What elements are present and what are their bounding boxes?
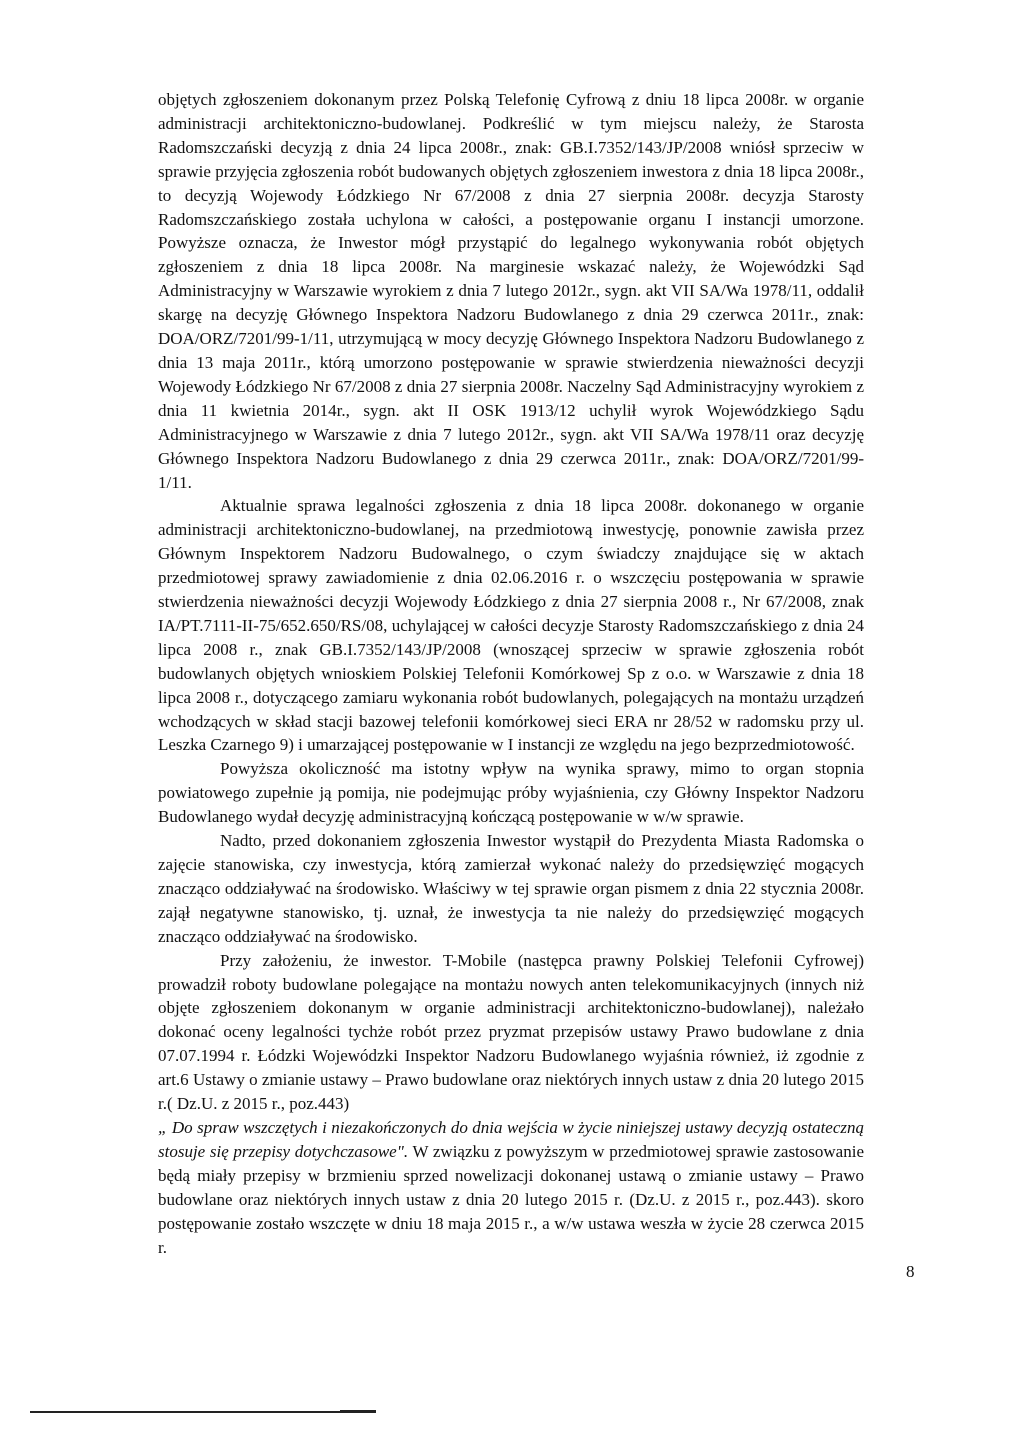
paragraph-4: Nadto, przed dokonaniem zgłoszenia Inwestor wystąpił do Prezydenta Miasta Radomska o zajęcie stanowiska, czy inwestycja, którą zamierzał wykonać należy do przedsięwzięć mogących znacząco oddziaływać na środowisko. Właściwy w tej sprawie organ pismem z dnia 22 stycznia 2008r. zajął negatywne stanowisko, tj. uznał, że inwestycja ta nie należy do przedsięwzięć mogących znacząco oddziaływać na środowisko. (158, 831, 864, 946)
paragraph-6 (158, 1116, 864, 1259)
document-body (158, 88, 864, 1259)
footer-rule-mark (340, 1410, 376, 1413)
paragraph-2: Aktualnie sprawa legalności zgłoszenia z dnia 18 lipca 2008r. dokonanego w organie administracji architektoniczno-budowlanej, na przedmiotową inwestycję, ponownie zawisła przez Głównym Inspektorem Nadzoru Budowalnego, o czym świadczy znajdujące się w aktach przedmiotowej sprawy zawiadomienie z dnia 02.06.2016 r. o wszczęciu postępowania w sprawie stwierdzenia nieważności decyzji Wojewody Łódzkiego z dnia 27 sierpnia 2008 r., Nr 67/2008, znak IA/PT.7111-II-75/652.650/RS/08, uchylającej w całości decyzje Starosty Radomszczańskiego z dnia 24 lipca 2008 r., znak GB.I.7352/143/JP/2008 (wnoszącej sprzeciw w sprawie zgłoszenia robót budowlanych objętych wnioskiem Polskiej Telefonii Komórkowej Sp z o.o. w Warszawie z dnia 18 lipca 2008 r., dotyczącego zamiaru wykonania robót budowlanych, polegających na montażu urządzeń wchodzących w skład stacji bazowej telefonii komórkowej sieci ERA nr 28/52 w radomsku przy ul. Leszka Czarnego 9) i umarzającej postępowanie w I instancji ze względu na jego bezprzedmiotowość. (158, 496, 864, 755)
paragraph-3: Powyższa okoliczność ma istotny wpływ na wynika sprawy, mimo to organ stopnia powiatowego zupełnie ją pomija, nie podejmując próby wyjaśnienia, czy Główny Inspektor Nadzoru Budowlanego wydał decyzję administracyjną kończącą postępowanie w w/w sprawie. (158, 759, 864, 827)
footer-rule (30, 1411, 340, 1413)
paragraph-5: Przy założeniu, że inwestor. T-Mobile (następca prawny Polskiej Telefonii Cyfrowej) prowadził roboty budowlane polegające na montażu nowych anten telekomunikacyjnych (innych niż objęte zgłoszeniem dokonanym w organie administracji architektoniczno-budowlanej), należało dokonać oceny legalności tychże robót przez pryzmat przepisów ustawy Prawo budowlane z dnia 07.07.1994 r. Łódzki Wojewódzki Inspektor Nadzoru Budowlanego wyjaśnia również, iż zgodnie z art.6 Ustawy o zmianie ustawy – Prawo budowlane oraz niektórych innych ustaw z dnia 20 lutego 2015 r.( Dz.U. z 2015 r., poz.443) (158, 950, 864, 1114)
quoted-provision: „ Do spraw wszczętych i niezakończonych do dnia wejścia w życie niniejszej ustawy decyzją ostateczną stosuje się przepisy dotychczasowe". (158, 1117, 864, 1161)
page-number: 8 (906, 1262, 915, 1281)
paragraph-6-continuation: W związku z powyższym w przedmiotowej sprawie zastosowanie będą miały przepisy w brzmieniu sprzed nowelizacji dokonanej ustawą o zmianie ustawy – Prawo budowlane oraz niektórych innych ustaw z dnia 20 lutego 2015 r. (Dz.U. z 2015 r., poz.443). skoro postępowanie zostało wszczęte w dniu 18 maja 2015 r., a w/w ustawa weszła w życie 28 czerwca 2015 r. (158, 1141, 864, 1257)
paragraph-1: objętych zgłoszeniem dokonanym przez Polską Telefonię Cyfrową z dniu 18 lipca 2008r. w organie administracji architektoniczno-budowlanej. Podkreślić w tym miejscu należy, że Starosta Radomszczański decyzją z dnia 24 lipca 2008r., znak: GB.I.7352/143/JP/2008 wniósł sprzeciw w sprawie przyjęcia zgłoszenia robót budowanych objętych zgłoszeniem inwestora z dnia 18 lipca 2008r., to decyzją Wojewody Łódzkiego Nr 67/2008 z dnia 27 sierpnia 2008r. decyzja Starosty Radomszczańskiego została uchylona w całości, a postępowanie organu I instancji umorzone. Powyższe oznacza, że Inwestor mógł przystąpić do legalnego wykonywania robót objętych zgłoszeniem z dnia 18 lipca 2008r. Na marginesie wskazać należy, że Wojewódzki Sąd Administracyjny w Warszawie wyrokiem z dnia 7 lutego 2012r., sygn. akt VII SA/Wa 1978/11, oddalił skargę na decyzję Głównego Inspektora Nadzoru Budowlanego z dnia 29 czerwca 2011r., znak: DOA/ORZ/7201/99-1/11, utrzymującą w mocy decyzję Głównego Inspektora Nadzoru Budowlanego z dnia 13 maja 2011r., którą umorzono postępowanie w sprawie stwierdzenia nieważności decyzji Wojewody Łódzkiego Nr 67/2008 z dnia 27 sierpnia 2008r. Naczelny Sąd Administracyjny wyrokiem z dnia 11 kwietnia 2014r., sygn. akt II OSK 1913/12 uchylił wyrok Wojewódzkiego Sądu Administracyjnego w Warszawie z dnia 7 lutego 2012r., sygn. akt VII SA/Wa 1978/11 oraz decyzję Głównego Inspektora Nadzoru Budowlanego z dnia 29 czerwca 2011r., znak: DOA/ORZ/7201/99-1/11. (158, 90, 864, 492)
